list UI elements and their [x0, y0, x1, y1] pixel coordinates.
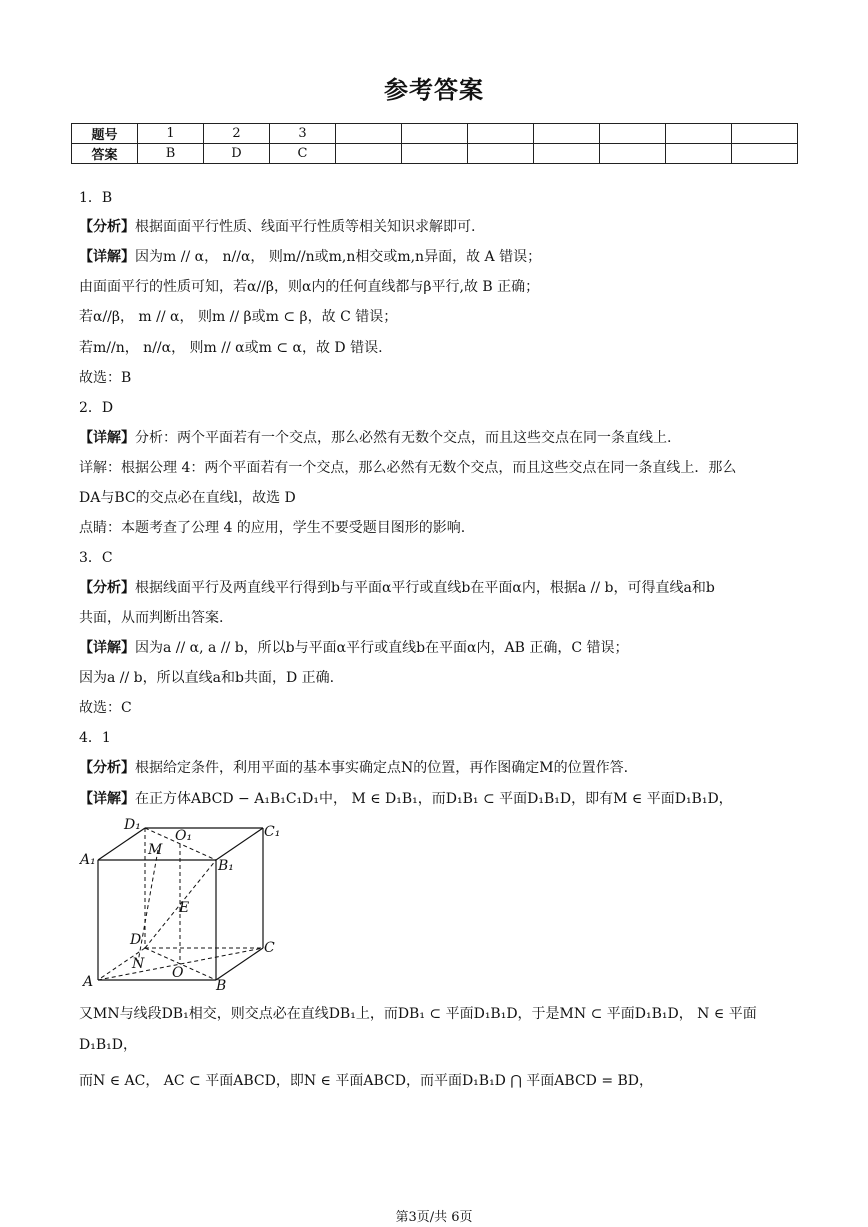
- label-a: A: [83, 974, 94, 990]
- label-b1: B₁: [218, 858, 234, 874]
- q3-analysis: [79, 577, 715, 597]
- table-row-numbers: [72, 124, 798, 144]
- q1-line-3: 若α//β， m // α， 则m // β或m ⊂ β，故 C 错误；: [79, 309, 398, 325]
- q1-detail: [79, 246, 541, 266]
- page-title: 参考答案: [384, 76, 484, 104]
- q3-line-4: 因为a // b，所以直线a和b共面，D 正确.: [79, 670, 335, 686]
- table-cell: C: [270, 144, 336, 164]
- q1-choice: 故选：B: [79, 370, 132, 386]
- label-n: N: [132, 956, 145, 972]
- label-m: M: [148, 842, 163, 858]
- table-cell: [732, 144, 798, 164]
- label-d: D: [130, 932, 142, 948]
- q2-heading: 2．D: [79, 400, 114, 416]
- table-cell: 1: [138, 124, 204, 144]
- q4-line-4: D₁B₁D，: [79, 1037, 137, 1053]
- q2-detail: [79, 427, 671, 447]
- label-c1: C₁: [264, 824, 281, 840]
- analysis-tag: 【分析】: [79, 760, 135, 776]
- table-cell: [666, 124, 732, 144]
- q4-line-5: 而N ∈ AC， AC ⊂ 平面ABCD，即N ∈ 平面ABCD，而平面D₁B₁D ⋂ 平面ABCD = BD，: [79, 1073, 654, 1089]
- table-cell: D: [204, 144, 270, 164]
- analysis-text: 根据面面平行性质、线面平行性质等相关知识求解即可.: [135, 219, 476, 235]
- label-c: C: [264, 940, 275, 956]
- q1-line-4: 若m//n， n//α， 则m // α或m ⊂ α，故 D 错误.: [79, 340, 383, 356]
- q1-heading: 1．B: [79, 190, 113, 206]
- detail-text: 因为m // α， n//α， 则m//n或m,n相交或m,n异面，故 A 错误；: [135, 249, 542, 265]
- detail-tag: 【详解】: [79, 640, 135, 656]
- label-d1: D₁: [124, 817, 141, 833]
- q3-detail: [79, 637, 629, 657]
- detail-text: 因为a // α, a // b，所以b与平面α平行或直线b在平面α内，AB 正确，C 错误；: [135, 640, 629, 656]
- table-cell: [600, 124, 666, 144]
- cube-figure: [78, 814, 283, 994]
- table-cell: [732, 124, 798, 144]
- answer-table: [71, 123, 798, 164]
- detail-tag: 【详解】: [79, 249, 135, 265]
- analysis-tag: 【分析】: [79, 219, 135, 235]
- table-cell: [402, 144, 468, 164]
- q4-line-3: 又MN与线段DB₁相交，则交点必在直线DB₁上，而DB₁ ⊂ 平面D₁B₁D，于是MN ⊂ 平面D₁B₁D， N ∈ 平面: [79, 1006, 757, 1022]
- table-cell: [468, 124, 534, 144]
- label-o: O: [172, 965, 184, 981]
- table-cell: [600, 144, 666, 164]
- label-o1: O₁: [175, 828, 193, 844]
- table-cell: [468, 144, 534, 164]
- detail-tag: 【详解】: [79, 430, 135, 446]
- table-cell: 3: [270, 124, 336, 144]
- analysis-text: 根据给定条件，利用平面的基本事实确定点N的位置，再作图确定M的位置作答.: [135, 760, 629, 776]
- table-cell: [666, 144, 732, 164]
- table-cell: 2: [204, 124, 270, 144]
- detail-tag: 【详解】: [79, 791, 135, 807]
- q4-detail: [79, 788, 733, 808]
- table-cell: B: [138, 144, 204, 164]
- table-header-cell: 答案: [72, 144, 138, 164]
- table-cell: [534, 144, 600, 164]
- table-cell: [534, 124, 600, 144]
- label-a1: A₁: [80, 852, 96, 868]
- q1-line-2: 由面面平行的性质可知，若α//β，则α内的任何直线都与β平行,故 B 正确；: [79, 279, 540, 295]
- detail-text: 在正方体ABCD − A₁B₁C₁D₁中， M ∈ D₁B₁，而D₁B₁ ⊂ 平面D₁B₁D，即有M ∈ 平面D₁B₁D，: [135, 791, 733, 807]
- table-cell: [402, 124, 468, 144]
- q2-line-3: DA与BC的交点必在直线l，故选 D: [79, 490, 296, 506]
- q2-line-4: 点睛：本题考查了公理 4 的应用，学生不要受题目图形的影响.: [79, 520, 466, 536]
- analysis-text: 根据线面平行及两直线平行得到b与平面α平行或直线b在平面α内，根据a // b，可得直线a和b: [135, 580, 715, 596]
- q2-line-2: 详解：根据公理 4：两个平面若有一个交点，那么必然有无数个交点，而且这些交点在同一条直线上．那么: [79, 460, 737, 476]
- detail-text: 分析：两个平面若有一个交点，那么必然有无数个交点，而且这些交点在同一条直线上.: [135, 430, 672, 446]
- q3-heading: 3．C: [79, 550, 113, 566]
- q1-analysis: [79, 216, 475, 236]
- q4-analysis: [79, 757, 628, 777]
- analysis-tag: 【分析】: [79, 580, 135, 596]
- edge-bc: [216, 948, 263, 980]
- table-header-cell: 题号: [72, 124, 138, 144]
- figure-labels: [78, 817, 280, 994]
- label-e: E: [179, 900, 190, 916]
- q3-choice: 故选：C: [79, 700, 132, 716]
- q3-line-2: 共面，从而判断出答案.: [79, 610, 224, 626]
- table-cell: [336, 144, 402, 164]
- q4-heading: 4．1: [79, 730, 111, 746]
- edge-b1c1: [216, 828, 263, 860]
- table-row-answers: [72, 144, 798, 164]
- table-cell: [336, 124, 402, 144]
- label-b: B: [216, 978, 227, 994]
- page-footer: 第3页/共 6页: [395, 1210, 473, 1225]
